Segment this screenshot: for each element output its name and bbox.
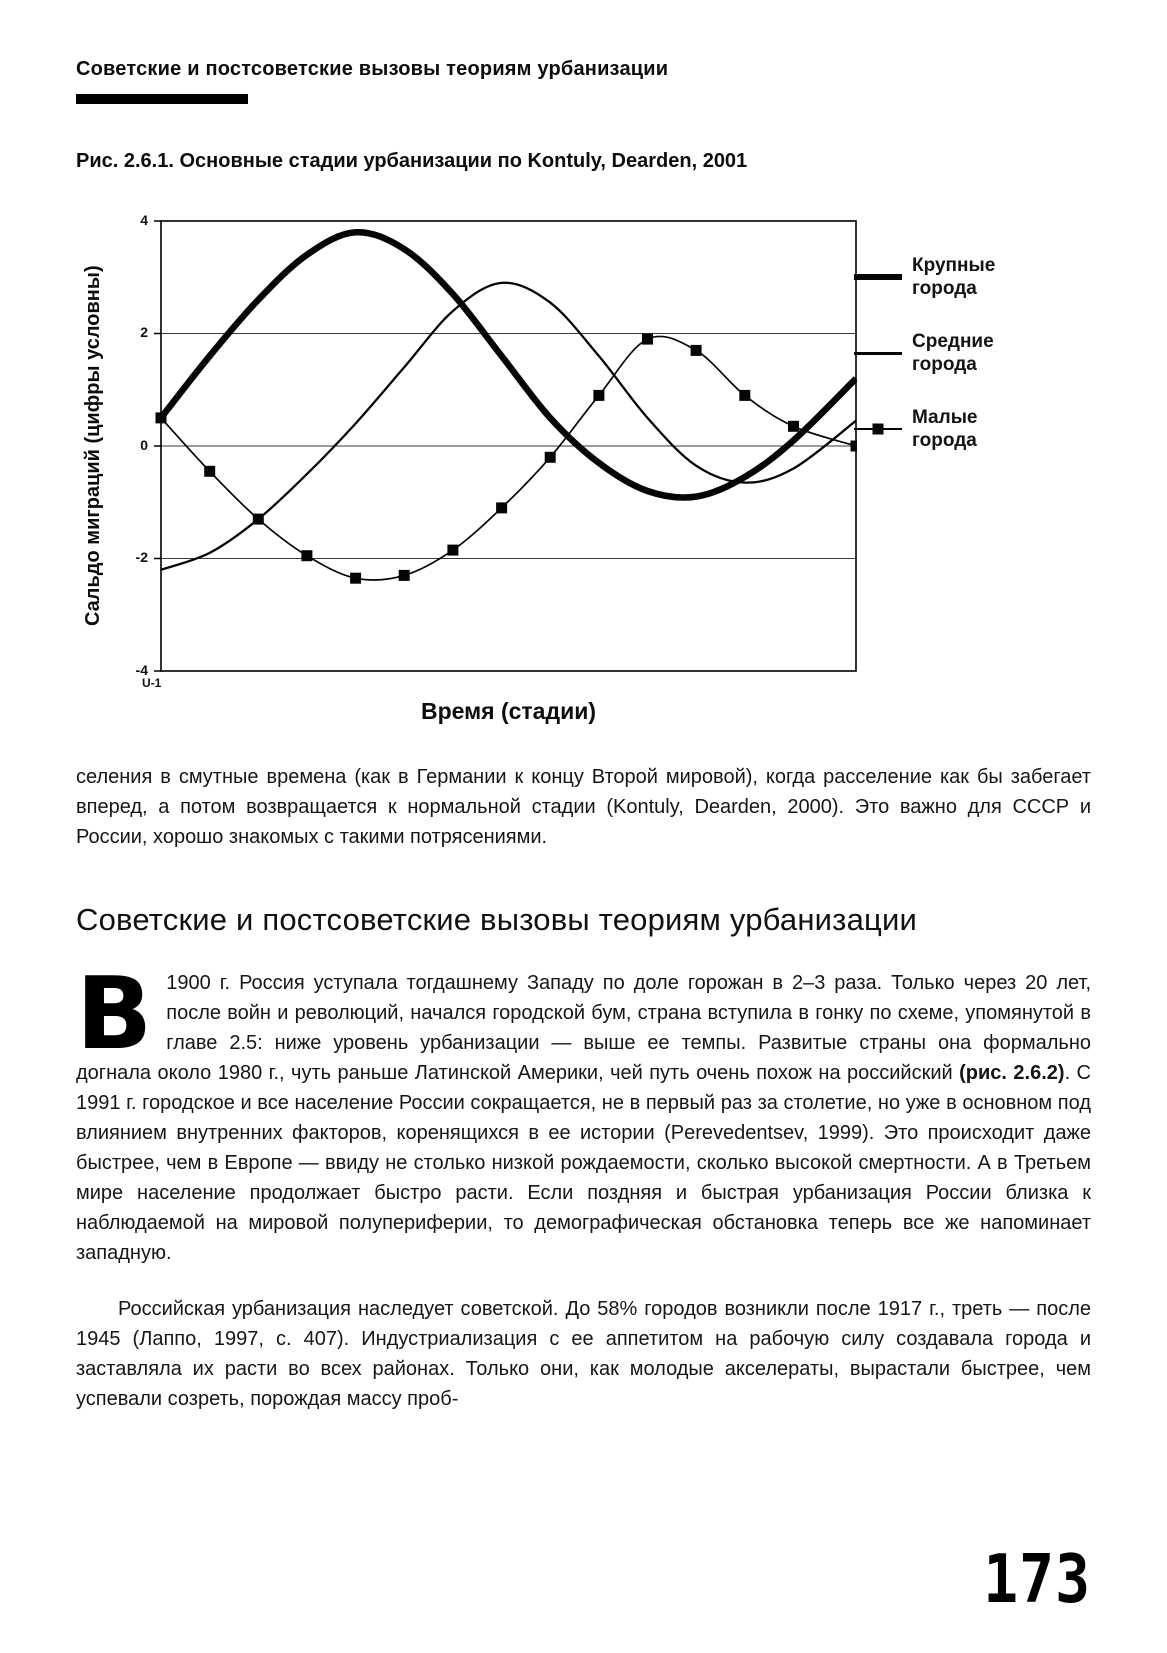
- figure-chart: [76, 204, 1091, 749]
- legend-label: Малые города: [912, 407, 978, 451]
- page-number: 173: [983, 1539, 1091, 1619]
- chart-legend: [854, 254, 1064, 482]
- square-marker-sample-icon: [854, 428, 902, 430]
- legend-item-large-cities: [854, 254, 1064, 300]
- square-marker-icon: [873, 424, 884, 435]
- thin-line-sample-icon: [854, 352, 902, 355]
- paragraph-main: [76, 955, 1091, 1268]
- drop-cap: В: [76, 955, 151, 1072]
- y-tick-label: 0: [140, 437, 148, 453]
- figure-caption: Рис. 2.6.1. Основные стадии урбанизации по Kontuly, Dearden, 2001: [76, 150, 748, 172]
- figure-reference: (рис. 2.6.2): [959, 1062, 1065, 1084]
- header-rule: [76, 94, 248, 104]
- x-axis-label: Время (стадии): [420, 698, 596, 724]
- paragraph-second: Российская урбанизация наследует советской. До 58% городов возникли после 1917 г., треть — после 1945 (Лаппо, 1997, с. 407). Индустриализация с ее аппетитом на рабочую силу создавала города и заставляла их расти во всех районах. Только они, как молодые акселераты, вырастали быстрее, чем успевали созреть, порождая массу проб-: [76, 1298, 1091, 1410]
- paragraph-text: . С 1991 г. городское и все население России сокращается, не в первый раз за столетие, но уже в основном под влиянием внутренних факторов, коренящихся в ее истории (Perevedentsev, 1999). Это происходит даже быстрее, чем в Европе — ввиду не столько низкой рождаемости, сколько высокой смертности. А в Третьем мире население продолжает быстро расти. Если поздняя и быстрая урбанизация России близка к наблюдаемой на мировой полупериферии, то демографическая обстановка теперь все же напоминает западную.: [76, 1062, 1091, 1264]
- y-axis-label: Сальдо миграций (цифры условны): [82, 265, 104, 627]
- legend-item-medium-cities: [854, 330, 1064, 376]
- y-tick-label: -2: [135, 549, 148, 565]
- thick-line-sample-icon: [854, 274, 902, 280]
- y-tick-label: -4: [135, 662, 148, 678]
- y-tick-label: 4: [140, 212, 148, 228]
- section-heading: Советские и постсоветские вызовы теориям урбанизации: [76, 902, 918, 937]
- origin-label: U-1: [142, 676, 162, 690]
- line-chart: [153, 218, 857, 674]
- text-column: [76, 762, 1091, 1414]
- running-header: Советские и постсоветские вызовы теориям урбанизации: [76, 58, 669, 80]
- legend-label: Средние города: [912, 331, 994, 375]
- y-tick-label: 2: [140, 324, 148, 340]
- legend-label: Крупные города: [912, 255, 996, 299]
- legend-item-small-cities: [854, 406, 1064, 452]
- paragraph-text: 1900 г. Россия уступала тогдашнему Западу по доле горожан в 2–3 раза. Только через 20 лет, после войн и революций, начался городской бум, страна вступила в гонку по схеме, упомянутой в главе 2.5: ниже уровень урбанизации — выше ее темпы. Развитые страны она формально догнала около 1980 г., чуть раньше Латинской Америки, чей путь очень похож на российский: [76, 972, 1091, 1084]
- paragraph-continuation: селения в смутные времена (как в Германии к концу Второй мировой), когда расселение как бы забегает вперед, а потом возвращается к нормальной стадии (Kontuly, Dearden, 2000). Это важно для СССР и России, хорошо знакомых с такими потрясениями.: [76, 766, 1091, 848]
